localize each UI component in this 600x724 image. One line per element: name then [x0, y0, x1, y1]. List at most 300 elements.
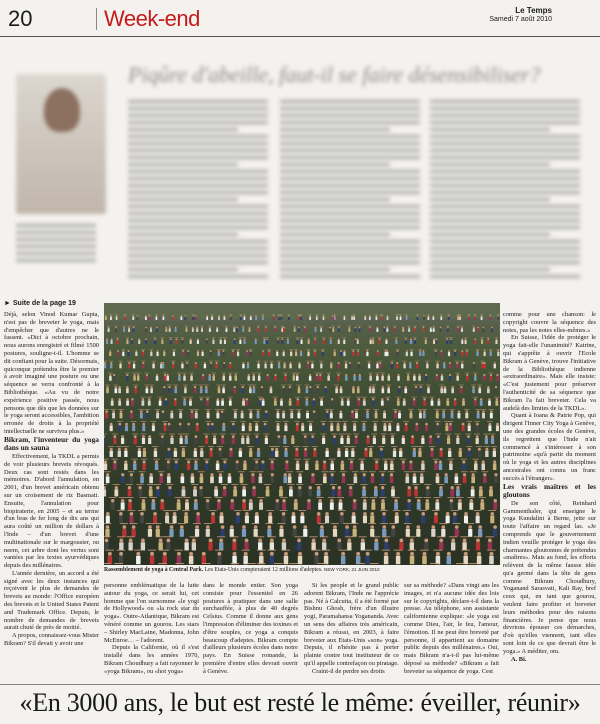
yoga-figure	[422, 326, 426, 332]
yoga-figure	[324, 409, 329, 418]
yoga-figure	[273, 397, 278, 406]
blurred-line	[128, 163, 238, 166]
yoga-figure	[313, 338, 317, 344]
yoga-figure	[256, 361, 260, 368]
yoga-figure	[382, 550, 390, 564]
yoga-figure	[221, 485, 228, 497]
yoga-figure	[369, 386, 372, 393]
yoga-figure	[415, 498, 422, 510]
paragraph: Déjà, selon Vinod Kumar Gupta, n'est pas de breveter le yoga, mais d'empêcher que d'autres ne le fassent. «Dici à octobre prochain, nous aurons enregistré et filmé 1500 postures, souligne-t-il. L'homme se dit confiant pour la suite. Désormais, quiconque prétendra être le premier à avoir imaginé une posture ou une séquence se verra confronté à la Bibliothèque. «Au vu de notre expérience positive passée, nous pensons que dès que les données sur le yoga seront accessibles, l'ambition erronée de droits à la propriété intellectuelle ne survivra plus.»	[4, 311, 99, 435]
yoga-figure	[235, 460, 238, 470]
blurred-line	[430, 275, 580, 278]
yoga-figure	[413, 374, 415, 381]
yoga-figure	[245, 434, 251, 444]
yoga-figure	[149, 385, 154, 393]
crowd-illustration	[104, 303, 500, 565]
yoga-figure	[175, 327, 177, 332]
yoga-figure	[262, 338, 266, 344]
yoga-figure	[477, 552, 481, 564]
yoga-figure	[126, 485, 133, 497]
yoga-figure	[231, 349, 235, 356]
yoga-figure	[141, 361, 145, 368]
yoga-figure	[141, 422, 147, 432]
yoga-figure	[377, 350, 379, 356]
yoga-figure	[437, 537, 445, 551]
yoga-figure	[387, 422, 393, 432]
yoga-figure	[411, 447, 417, 457]
yoga-figure	[418, 349, 422, 356]
paragraph: Quant à Ioana & Patrie Pop, qui dirigent l'Inner City Yoga à Genève, une des grandes écoles de Genève, ils regrettent que l'Inde n'ait commencé à s'intéresser à son patrimoine «qu'à partir du moment où le yoga et les autres disciplines ancestrales ont connu un franc succès à l'étranger».	[503, 412, 596, 482]
yoga-figure	[340, 386, 343, 393]
blurred-line	[430, 100, 580, 103]
yoga-figure	[472, 459, 479, 470]
yoga-figure	[439, 460, 442, 470]
yoga-figure	[265, 524, 273, 537]
blurred-line	[430, 261, 580, 264]
yoga-figure	[266, 511, 274, 524]
blurred-line	[128, 135, 268, 138]
yoga-figure	[206, 338, 208, 344]
yoga-figure	[121, 349, 125, 356]
yoga-figure	[132, 434, 138, 444]
blurred-line	[280, 247, 420, 250]
blurred-line	[430, 240, 580, 243]
yoga-figure	[373, 459, 380, 470]
yoga-figure	[180, 338, 184, 344]
yoga-figure	[220, 525, 224, 537]
yoga-figure	[118, 409, 123, 418]
yoga-figure	[474, 537, 482, 551]
yoga-figure	[435, 434, 441, 444]
yoga-figure	[329, 422, 335, 432]
yoga-figure	[293, 525, 297, 537]
yoga-figure	[336, 373, 341, 381]
yoga-figure	[418, 385, 423, 393]
yoga-figure	[388, 374, 390, 381]
blurred-line	[280, 135, 420, 138]
yoga-figure	[345, 537, 353, 551]
yoga-figure	[317, 564, 326, 565]
yoga-figure	[118, 386, 121, 393]
yoga-figure	[306, 361, 310, 368]
yoga-figure	[296, 409, 301, 418]
yoga-figure	[155, 409, 160, 418]
yoga-figure	[228, 373, 233, 381]
yoga-figure	[150, 327, 152, 332]
yoga-figure	[210, 350, 212, 356]
yoga-figure	[331, 326, 335, 332]
yoga-figure	[223, 362, 225, 368]
yoga-figure	[374, 486, 378, 496]
blurred-line	[280, 128, 390, 131]
yoga-figure	[277, 524, 285, 537]
yoga-figure	[345, 434, 351, 444]
yoga-figure	[341, 460, 344, 470]
yoga-figure	[154, 485, 161, 497]
yoga-figure	[449, 338, 453, 344]
yoga-figure	[131, 398, 134, 406]
blurred-line	[430, 268, 550, 271]
yoga-figure	[469, 564, 478, 565]
blurred-line	[280, 156, 420, 159]
yoga-figure	[455, 473, 459, 483]
yoga-figure	[218, 315, 220, 320]
yoga-figure	[410, 338, 412, 344]
yoga-figure	[484, 447, 490, 457]
yoga-figure	[174, 448, 177, 457]
yoga-figure	[296, 385, 301, 393]
yoga-figure	[343, 350, 345, 356]
yoga-figure	[412, 485, 419, 497]
yoga-figure	[465, 373, 470, 381]
yoga-figure	[446, 398, 449, 406]
yoga-figure	[378, 361, 382, 368]
yoga-figure	[250, 315, 252, 320]
yoga-figure	[188, 397, 193, 406]
yoga-figure	[233, 373, 238, 381]
yoga-figure	[303, 326, 307, 332]
yoga-figure	[358, 326, 362, 332]
yoga-figure	[136, 485, 143, 497]
blurred-line	[430, 114, 580, 117]
yoga-figure	[195, 315, 197, 320]
yoga-figure	[408, 409, 413, 418]
yoga-figure	[493, 525, 497, 537]
yoga-figure	[131, 422, 137, 432]
yoga-figure	[419, 511, 427, 524]
yoga-figure	[242, 525, 246, 537]
yoga-figure	[411, 397, 416, 406]
yoga-figure	[126, 537, 134, 551]
blurred-line	[430, 191, 580, 194]
yoga-figure	[378, 338, 382, 344]
yoga-figure	[494, 473, 498, 483]
yoga-figure	[222, 423, 225, 431]
photo-caption	[104, 566, 500, 574]
yoga-figure	[361, 472, 368, 483]
yoga-figure	[480, 398, 483, 406]
yoga-figure	[164, 537, 172, 551]
yoga-figure	[195, 362, 197, 368]
yoga-figure	[323, 460, 326, 470]
yoga-figure	[286, 472, 293, 483]
yoga-figure	[460, 326, 464, 332]
blurred-line	[430, 170, 580, 173]
yoga-figure	[315, 485, 322, 497]
yoga-figure	[475, 409, 480, 418]
yoga-figure	[370, 498, 377, 510]
yoga-figure	[337, 362, 339, 368]
yoga-figure	[488, 409, 493, 418]
yoga-figure	[321, 349, 325, 356]
yoga-figure	[270, 386, 273, 393]
yoga-figure	[193, 385, 198, 393]
yoga-figure	[466, 447, 472, 457]
yoga-figure	[228, 397, 233, 406]
yoga-figure	[119, 498, 126, 510]
yoga-figure	[210, 473, 214, 483]
yoga-figure	[368, 326, 372, 332]
yoga-figure	[496, 423, 499, 431]
yoga-figure	[205, 409, 210, 418]
yoga-figure	[421, 460, 424, 470]
yoga-figure	[491, 447, 497, 457]
yoga-figure	[372, 537, 380, 551]
yoga-figure	[170, 410, 173, 418]
yoga-figure	[141, 538, 145, 550]
yoga-figure	[289, 398, 292, 406]
yoga-figure	[464, 512, 468, 523]
blurred-line	[128, 198, 238, 201]
yoga-figure	[151, 361, 155, 368]
yoga-figure	[112, 459, 119, 470]
yoga-figure	[454, 398, 457, 406]
yoga-figure	[459, 385, 464, 393]
yoga-figure	[320, 537, 328, 551]
yoga-figure	[448, 422, 454, 432]
yoga-figure	[379, 485, 386, 497]
yoga-figure	[383, 410, 386, 418]
yoga-figure	[315, 327, 317, 332]
yoga-figure	[257, 472, 264, 483]
yoga-figure	[298, 327, 300, 332]
yoga-figure	[255, 409, 260, 418]
yoga-figure	[156, 537, 164, 551]
yoga-figure	[457, 410, 460, 418]
page-number: 20	[8, 6, 33, 31]
yoga-figure	[348, 459, 355, 470]
yoga-figure	[449, 362, 451, 368]
yoga-figure	[243, 338, 247, 344]
yoga-figure	[282, 550, 290, 564]
blurred-line	[16, 252, 96, 255]
yoga-figure	[298, 552, 302, 564]
yoga-figure	[289, 362, 291, 368]
yoga-figure	[216, 327, 218, 332]
blurred-line	[128, 142, 268, 145]
yoga-figure	[132, 373, 137, 381]
blurred-line	[430, 107, 580, 110]
yoga-figure	[289, 409, 294, 418]
yoga-figure	[425, 361, 429, 368]
article-column-1	[4, 311, 99, 681]
yoga-figure	[190, 537, 198, 551]
yoga-figure	[424, 338, 428, 344]
yoga-figure	[153, 512, 157, 523]
blurred-line	[280, 114, 420, 117]
yoga-figure	[393, 511, 401, 524]
yoga-figure	[340, 350, 342, 356]
blurred-line	[128, 240, 268, 243]
yoga-figure	[450, 486, 454, 496]
yoga-figure	[473, 397, 478, 406]
yoga-figure	[318, 524, 326, 537]
yoga-figure	[204, 498, 211, 510]
yoga-figure	[392, 498, 399, 510]
yoga-figure	[371, 434, 377, 444]
yoga-figure	[217, 537, 225, 551]
yoga-figure	[413, 326, 417, 332]
yoga-figure	[474, 511, 482, 524]
yoga-figure	[240, 422, 246, 432]
yoga-figure	[321, 434, 327, 444]
yoga-figure	[124, 460, 127, 470]
yoga-figure	[269, 361, 273, 368]
yoga-figure	[367, 447, 373, 457]
yoga-figure	[221, 373, 226, 381]
yoga-figure	[257, 498, 264, 510]
yoga-figure	[283, 447, 289, 457]
yoga-figure	[332, 315, 334, 320]
yoga-figure	[182, 486, 186, 496]
yoga-figure	[287, 385, 292, 393]
yoga-figure	[298, 511, 306, 524]
yoga-figure	[340, 472, 347, 483]
yoga-figure	[147, 397, 152, 406]
yoga-figure	[313, 398, 316, 406]
yoga-figure	[404, 386, 407, 393]
author-photo-head	[44, 88, 80, 132]
yoga-figure	[289, 564, 298, 565]
yoga-figure	[109, 498, 116, 510]
yoga-figure	[104, 537, 111, 551]
yoga-figure	[182, 511, 190, 524]
yoga-figure	[364, 448, 367, 457]
yoga-figure	[294, 422, 300, 432]
yoga-figure	[236, 327, 238, 332]
yoga-figure	[482, 327, 484, 332]
yoga-figure	[326, 373, 331, 381]
yoga-figure	[325, 512, 329, 523]
yoga-figure	[116, 447, 122, 457]
yoga-figure	[169, 338, 173, 344]
yoga-figure	[193, 524, 201, 537]
yoga-figure	[280, 338, 284, 344]
yoga-figure	[320, 422, 326, 432]
yoga-figure	[434, 498, 441, 510]
quote-rule	[0, 684, 600, 685]
blurred-line	[280, 205, 420, 208]
blurred-line	[128, 212, 268, 215]
yoga-figure	[342, 338, 346, 344]
yoga-figure	[397, 374, 399, 381]
yoga-figure	[202, 552, 206, 564]
caption-text: Les Etats-Unis compteraient 12 millions d'adeptes.	[203, 567, 323, 573]
yoga-figure	[351, 524, 359, 537]
yoga-figure	[468, 498, 475, 510]
yoga-figure	[252, 524, 260, 537]
yoga-figure	[351, 315, 353, 320]
yoga-figure	[157, 397, 162, 406]
yoga-figure	[209, 511, 217, 524]
yoga-figure	[275, 499, 279, 510]
yoga-figure	[246, 350, 248, 356]
yoga-figure	[105, 315, 107, 320]
yoga-figure	[114, 326, 118, 332]
yoga-figure	[177, 373, 182, 381]
yoga-figure	[133, 385, 138, 393]
yoga-figure	[206, 315, 208, 320]
yoga-figure	[465, 434, 471, 444]
paragraph: De son côté, Reinhard Gammenthaler, qui enseigne le yoga Kundalini à Berne, jette sur toute l'affaire un regard las. «Je comprends que le gouvernement indien veuille protéger le yoga des charmantes gloutonnes de prétendus «maîtres». Mais au fond, les efforts relèvent de la même fausse idée qu'a germé dans la tête de gens comme Bikram Choudhury, Yoganand Sarasvati, Kali Ray, bref ceux qui, en tant que gourou, veulent faire profiter et breveter leurs méthodes pour des raisons financières. Je pense que nous devrions épouser ces démarches, d'où qu'elles viennent, tant elles sont loin de ce que devrait être le yoga.» A méditer, om.	[503, 499, 596, 655]
yoga-figure	[315, 460, 318, 470]
yoga-figure	[256, 326, 260, 332]
yoga-figure	[255, 315, 257, 320]
yoga-figure	[407, 326, 411, 332]
yoga-figure	[307, 499, 311, 510]
blurred-line	[430, 247, 580, 250]
yoga-figure	[257, 373, 262, 381]
yoga-figure	[425, 374, 427, 381]
yoga-figure	[211, 338, 215, 344]
paragraph: Si les people et le grand public adorent Bikram, l'Inde ne l'apprécie pas. Né à Calcutta, il a été formé par Bishnu Ghosh, frère d'un illustre yogi, Paramahansa Yogananda. Avec un sens des affaires très américain, Bikram a réussi, en 2003, à faire breveter aux Etats-Unis «son» yoga. Depuis, il n'hésite pas à porter plainte contre tout instituteur de ce qu'il appelle contrefaçon ou piratage.	[304, 582, 399, 667]
yoga-figure	[215, 550, 223, 564]
yoga-figure	[194, 448, 197, 457]
yoga-figure	[424, 485, 431, 497]
blurred-line	[280, 191, 420, 194]
yoga-figure	[403, 422, 409, 432]
yoga-figure	[163, 511, 171, 524]
yoga-figure	[104, 434, 107, 444]
yoga-figure	[352, 386, 355, 393]
yoga-figure	[358, 362, 360, 368]
yoga-figure	[404, 472, 411, 483]
yoga-figure	[122, 326, 126, 332]
yoga-figure	[440, 350, 442, 356]
yoga-figure	[337, 498, 344, 510]
yoga-figure	[461, 338, 463, 344]
yoga-figure	[309, 386, 312, 393]
blurred-line	[128, 268, 238, 271]
yoga-figure	[460, 361, 464, 368]
yoga-figure	[251, 373, 256, 381]
yoga-figure	[409, 349, 413, 356]
yoga-figure	[242, 398, 245, 406]
blurred-article-title: Piqûre d'abeille, faut-il se faire désensibiliser?	[128, 62, 541, 87]
yoga-figure	[153, 459, 160, 470]
yoga-figure	[255, 512, 259, 523]
blurred-line	[128, 128, 238, 131]
yoga-figure	[211, 423, 214, 431]
yoga-figure	[204, 385, 209, 393]
yoga-figure	[125, 373, 130, 381]
yoga-figure	[132, 326, 136, 332]
yoga-figure	[461, 472, 468, 483]
yoga-figure	[181, 473, 185, 483]
yoga-figure	[136, 315, 138, 320]
yoga-figure	[167, 374, 169, 381]
blurred-line	[280, 170, 420, 173]
yoga-figure	[494, 338, 498, 344]
yoga-figure	[231, 485, 238, 497]
yoga-figure	[269, 459, 276, 470]
yoga-figure	[453, 349, 457, 356]
blurred-line	[16, 224, 96, 227]
yoga-figure	[356, 349, 360, 356]
yoga-figure	[435, 361, 439, 368]
yoga-figure	[386, 385, 391, 393]
yoga-figure	[211, 373, 216, 381]
yoga-figure	[241, 326, 245, 332]
yoga-figure	[145, 315, 147, 320]
yoga-figure	[247, 362, 249, 368]
yoga-figure	[475, 349, 479, 356]
yoga-figure	[127, 361, 131, 368]
yoga-figure	[116, 338, 120, 344]
yoga-figure	[366, 435, 369, 444]
yoga-figure	[238, 338, 242, 344]
yoga-figure	[370, 512, 374, 523]
